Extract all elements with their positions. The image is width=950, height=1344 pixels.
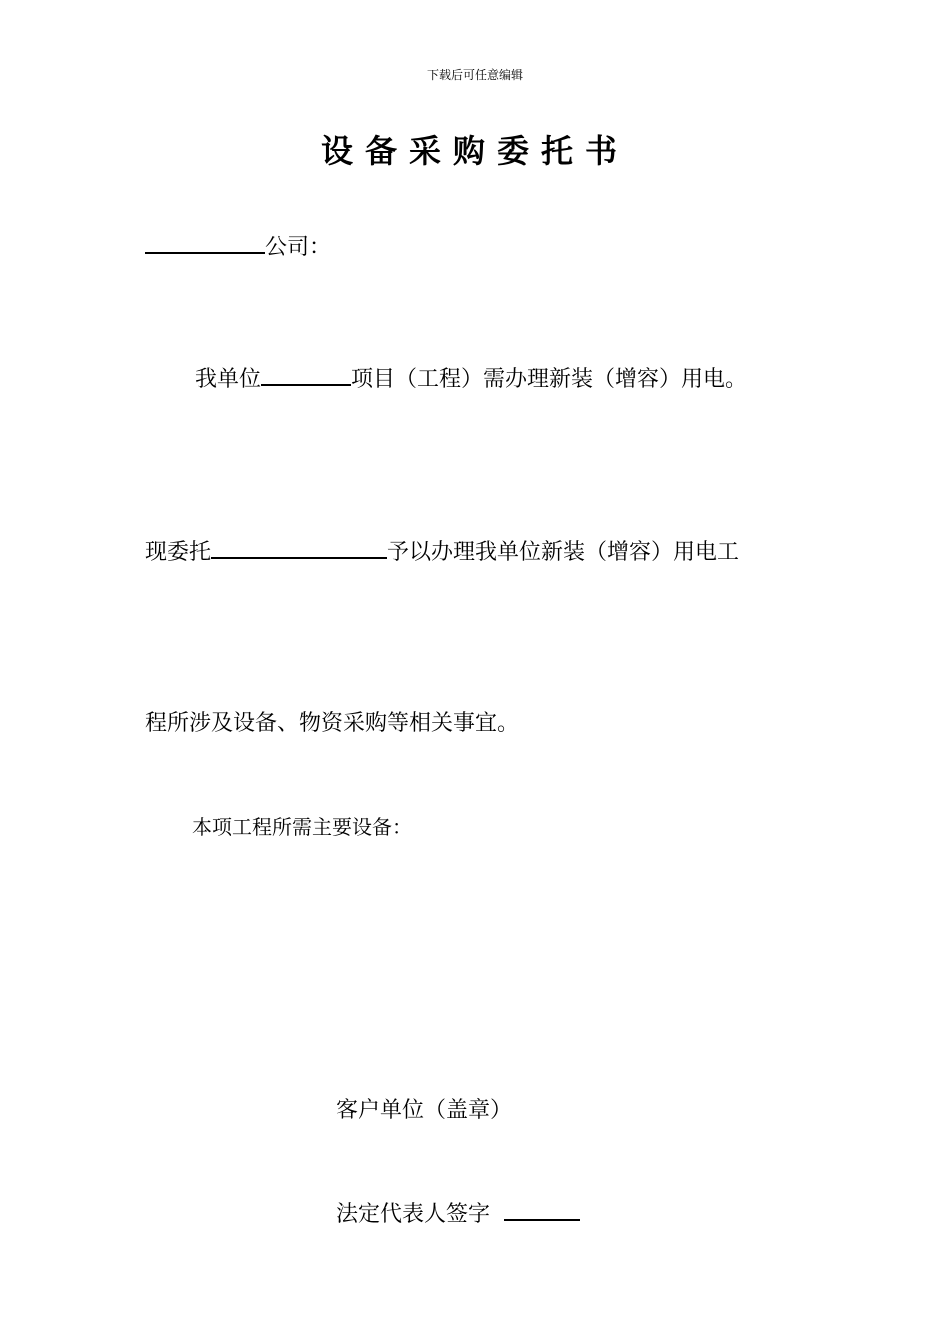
customer-unit-seal-label: 客户单位（盖章） (336, 1098, 513, 1123)
project-name-blank (261, 362, 351, 386)
addressee-line (145, 230, 331, 263)
equipment-label: 本项工程所需主要设备： (192, 815, 412, 839)
paragraph-1 (195, 362, 747, 395)
document-title: 设备采购委托书 (320, 132, 629, 170)
para2-suffix: 予以办理我单位新装（增容）用电工 (387, 540, 740, 565)
para2-prefix: 现委托 (145, 540, 212, 565)
para1-suffix: 项目（工程）需办理新装（增容）用电。 (351, 367, 748, 392)
para1-prefix: 我单位 (195, 367, 262, 392)
paragraph-2 (145, 535, 739, 568)
delegate-name-blank (211, 535, 387, 559)
signature-blank (504, 1197, 580, 1221)
legal-rep-label: 法定代表人签字 (336, 1202, 491, 1227)
addressee-suffix: 公司： (265, 235, 332, 260)
company-name-blank (145, 230, 265, 254)
legal-rep-signature-line (336, 1197, 580, 1230)
paragraph-3: 程所涉及设备、物资采购等相关事宜。 (145, 711, 520, 736)
header-note: 下载后可任意编辑 (426, 68, 523, 82)
